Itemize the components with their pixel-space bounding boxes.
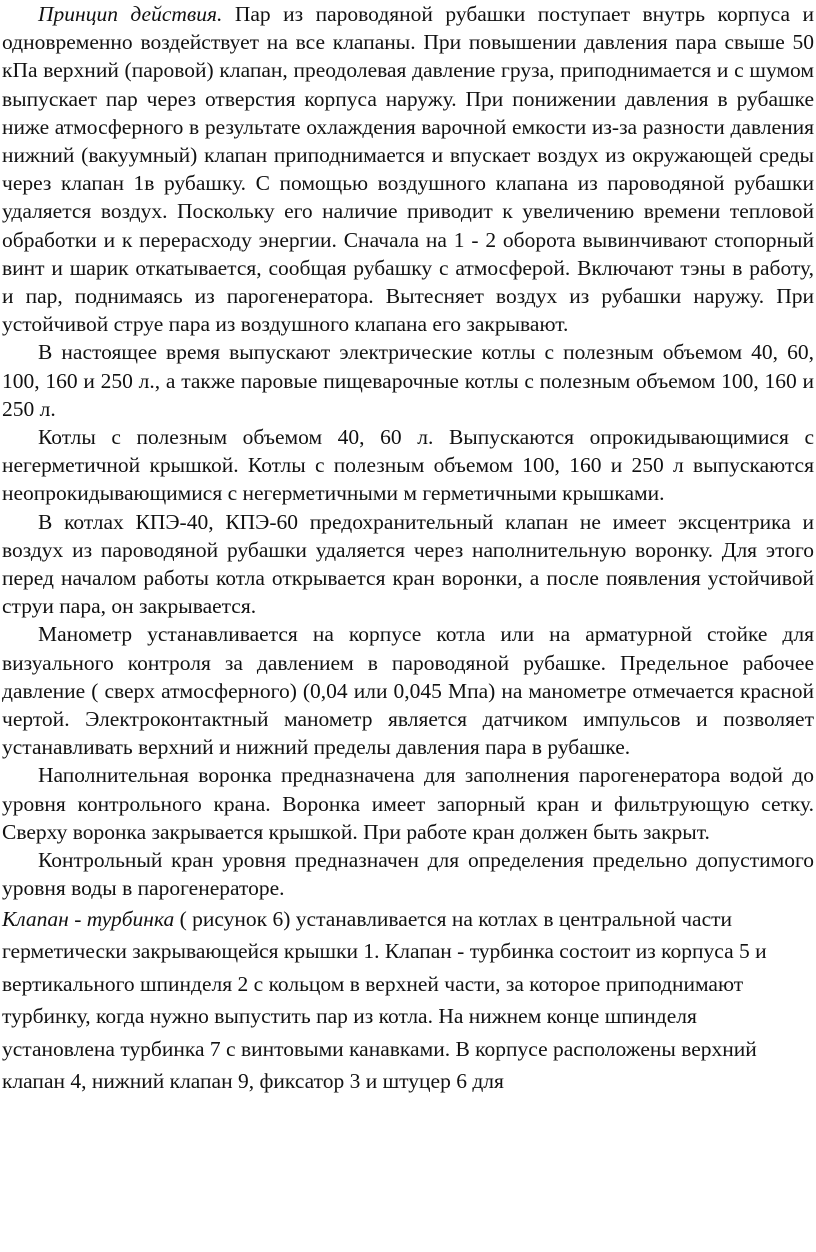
paragraph-operating-principle (2, 0, 814, 338)
paragraph-text: Котлы с полезным объемом 40, 60 л. Выпускаются опрокидывающимися с негерметичной крышкой. Котлы с полезным объемом 100, 160 и 250 л выпускаются неопрокидывающимися с негерметичными м герметичными крышками. (2, 425, 814, 506)
paragraph-boiler-lids (2, 423, 814, 508)
paragraph-boiler-volumes (2, 338, 814, 423)
paragraph-text: Пар из пароводяной рубашки поступает внутрь корпуса и одновременно воздействует на все клапаны. При повышении давления пара свыше 50 кПа верхний (паровой) клапан, преодолевая давление груза, приподнимается и с шумом выпускает пар через отверстия корпуса наружу. При понижении давления в рубашке ниже атмосферного в результате охлаждения варочной емкости из-за разности давления нижний (вакуумный) клапан приподнимается и впускает воздух из окружающей среды через клапан 1в рубашку. С помощью воздушного клапана из пароводяной рубашки удаляется воздух. Поскольку его наличие приводит к увеличению времени тепловой обработки и к перерасходу энергии. Сначала на 1 - 2 оборота вывинчивают стопорный винт и шарик откатывается, сообщая рубашку с атмосферой. Включают тэны в работу, и пар, поднимаясь из парогенератора. Вытесняет воздух из рубашки наружу. При устойчивой струе пара из воздушного клапана его закрывают. (2, 2, 814, 337)
paragraph-text: В котлах КПЭ-40, КПЭ-60 предохранительный клапан не имеет эксцентрика и воздух из пароводяной рубашки удаляется через наполнительную воронку. Для этого перед началом работы котла открывается кран воронки, а после появления устойчивой струи пара, он закрывается. (2, 509, 814, 619)
paragraph-control-tap (2, 846, 814, 902)
paragraph-lead-heading: Принцип действия. (38, 2, 223, 26)
paragraph-manometer (2, 620, 814, 761)
paragraph-text: Контрольный кран уровня предназначен для определения предельно допустимого уровня воды в парогенераторе. (2, 848, 814, 901)
paragraph-valve-turbine (2, 903, 814, 1098)
paragraph-text: Наполнительная воронка предназначена для заполнения парогенератора водой до уровня контрольного крана. Воронка имеет запорный кран и фильтрующую сетку. Сверху воронка закрывается крышкой. При работе кран должен быть закрыт. (2, 763, 814, 844)
paragraph-kpe-safety-valve (2, 508, 814, 621)
paragraph-lead-heading: Клапан - турбинка (2, 906, 175, 931)
paragraph-text: Манометр устанавливается на корпусе котла или на арматурной стойке для визуального контроля за давлением в пароводяной рубашке. Предельное рабочее давление ( сверх атмосферного) (0,04 или 0,045 Мпа) на манометре отмечается красной чертой. Электроконтактный манометр является датчиком импульсов и позволяет устанавливать верхний и нижний пределы давления пара в рубашке. (2, 622, 814, 760)
paragraph-text: В настоящее время выпускают электрические котлы с полезным объемом 40, 60, 100, 160 и 250 л., а также паровые пищеварочные котлы с полезным объемом 100, 160 и 250 л. (2, 340, 814, 421)
paragraph-text: ( рисунок 6) устанавливается на котлах в центральной части герметически закрывающейся крышки 1. Клапан - турбинка состоит из корпуса 5 и вертикального шпинделя 2 с кольцом в верхней части, за которое приподнимают турбинку, когда нужно выпустить пар из котла. На нижнем конце шпинделя установлена турбинка 7 с винтовыми канавками. В корпусе расположены верхний клапан 4, нижний клапан 9, фиксатор 3 и штуцер 6 для (2, 906, 767, 1093)
paragraph-filling-funnel (2, 761, 814, 846)
